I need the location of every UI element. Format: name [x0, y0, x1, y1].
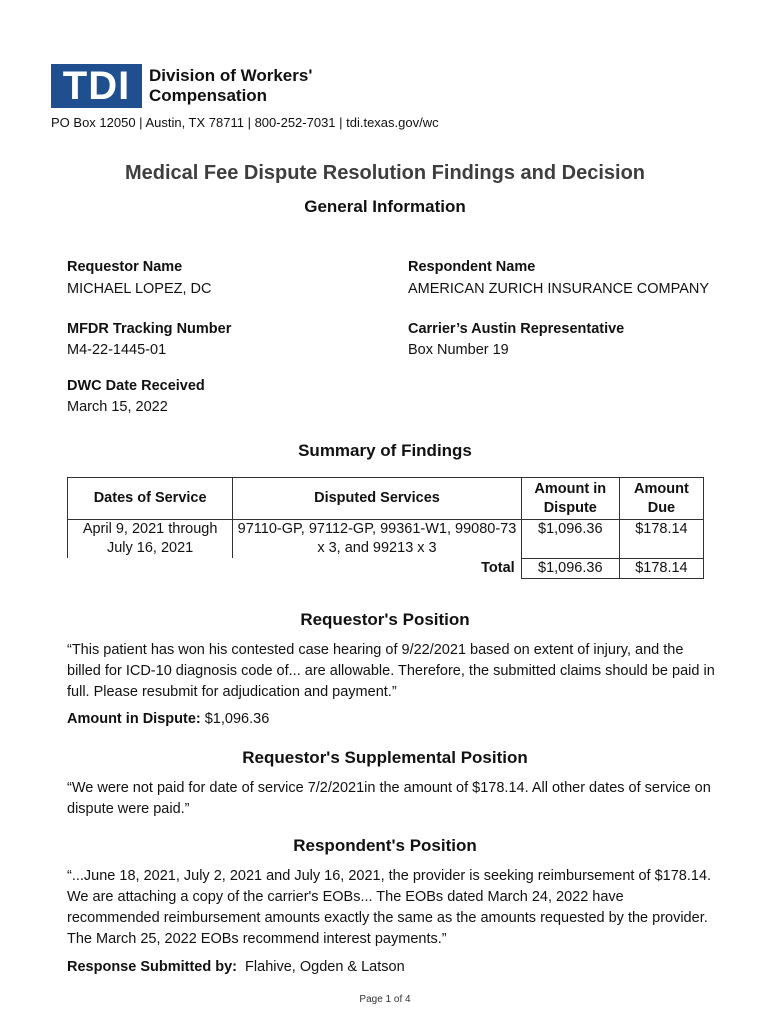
row-services: 97110-GP, 97112-GP, 99361-W1, 99080-73 x 3, and 99213 x 3: [233, 520, 521, 559]
page-number: Page 1 of 4: [359, 994, 411, 1005]
summary-heading: Summary of Findings: [298, 441, 472, 460]
carrier-rep-label: Carrier’s Austin Representative: [408, 321, 625, 337]
dwc-date-value: March 15, 2022: [67, 399, 168, 415]
total-amount-due: $178.14: [619, 558, 703, 578]
respondent-name-label: Respondent Name: [408, 259, 536, 275]
tracking-number-value: M4-22-1445-01: [67, 342, 167, 358]
row-amount-due: $178.14: [619, 520, 703, 559]
respondent-position-text: “...June 18, 2021, July 2, 2021 and July 16, 2021, the provider is seeking reimbursement of $178.14. We are attaching a copy of the carrier's EOBs... The EOBs dated March 24, 2022 have recommended reimbursement amounts exactly the same as the amounts requested by the provider. The March 25, 2022 EOBs recommend interest payments.”: [67, 868, 712, 947]
total-row: [68, 558, 704, 578]
header-amount-dispute: Amount in Dispute: [521, 478, 619, 520]
supplemental-position-text: “We were not paid for date of service 7/2/2021in the amount of $178.14. All other dates of service on dispute were paid.”: [67, 780, 711, 817]
findings-table: [67, 477, 704, 579]
carrier-rep-value: Box Number 19: [408, 342, 509, 358]
respondent-name-value: AMERICAN ZURICH INSURANCE COMPANY: [408, 281, 710, 297]
dwc-date-label: DWC Date Received: [67, 378, 205, 394]
supplemental-position-heading: Requestor's Supplemental Position: [242, 748, 528, 767]
requestor-position-text: “This patient has won his contested case hearing of 9/22/2021 based on extent of injury, and the billed for ICD-10 diagnosis code of... are allowable. Therefore, the submitted claims should be paid in full. Please resubmit for adjudication and payment.”: [67, 642, 715, 700]
tracking-number-label: MFDR Tracking Number: [67, 321, 232, 337]
response-submitted-value: Flahive, Ogden & Latson: [237, 959, 405, 975]
header-dates: Dates of Service: [68, 478, 233, 520]
tdi-logo: TDI: [51, 64, 142, 108]
row-dates: April 9, 2021 through July 16, 2021: [68, 520, 233, 559]
total-amount-dispute: $1,096.36: [521, 558, 619, 578]
division-name: [149, 66, 312, 106]
response-submitted-label: Response Submitted by:: [67, 959, 237, 975]
document-title: Medical Fee Dispute Resolution Findings and Decision: [124, 162, 646, 184]
total-label: Total: [481, 559, 515, 576]
division-line-1: Division of Workers': [149, 66, 313, 85]
requestor-name-label: Requestor Name: [67, 259, 183, 275]
header-amount-due: Amount Due: [619, 478, 703, 520]
amount-in-dispute-label: Amount in Dispute:: [67, 711, 201, 727]
general-information-heading: General Information: [304, 197, 466, 216]
amount-in-dispute-value: $1,096.36: [200, 711, 270, 727]
division-line-2: Compensation: [149, 86, 268, 105]
row-amount-dispute: $1,096.36: [521, 520, 619, 559]
findings-header-row: [68, 478, 704, 520]
response-submitted-line: [67, 959, 405, 975]
table-row: [68, 520, 704, 559]
header-services: Disputed Services: [233, 478, 521, 520]
amount-in-dispute-line: [67, 711, 269, 727]
requestor-position-heading: Requestor's Position: [300, 610, 470, 629]
address-line: PO Box 12050 | Austin, TX 78711 | 800-252-7031 | tdi.texas.gov/wc: [51, 115, 439, 130]
respondent-position-heading: Respondent's Position: [293, 836, 477, 855]
requestor-name-value: MICHAEL LOPEZ, DC: [67, 281, 212, 297]
